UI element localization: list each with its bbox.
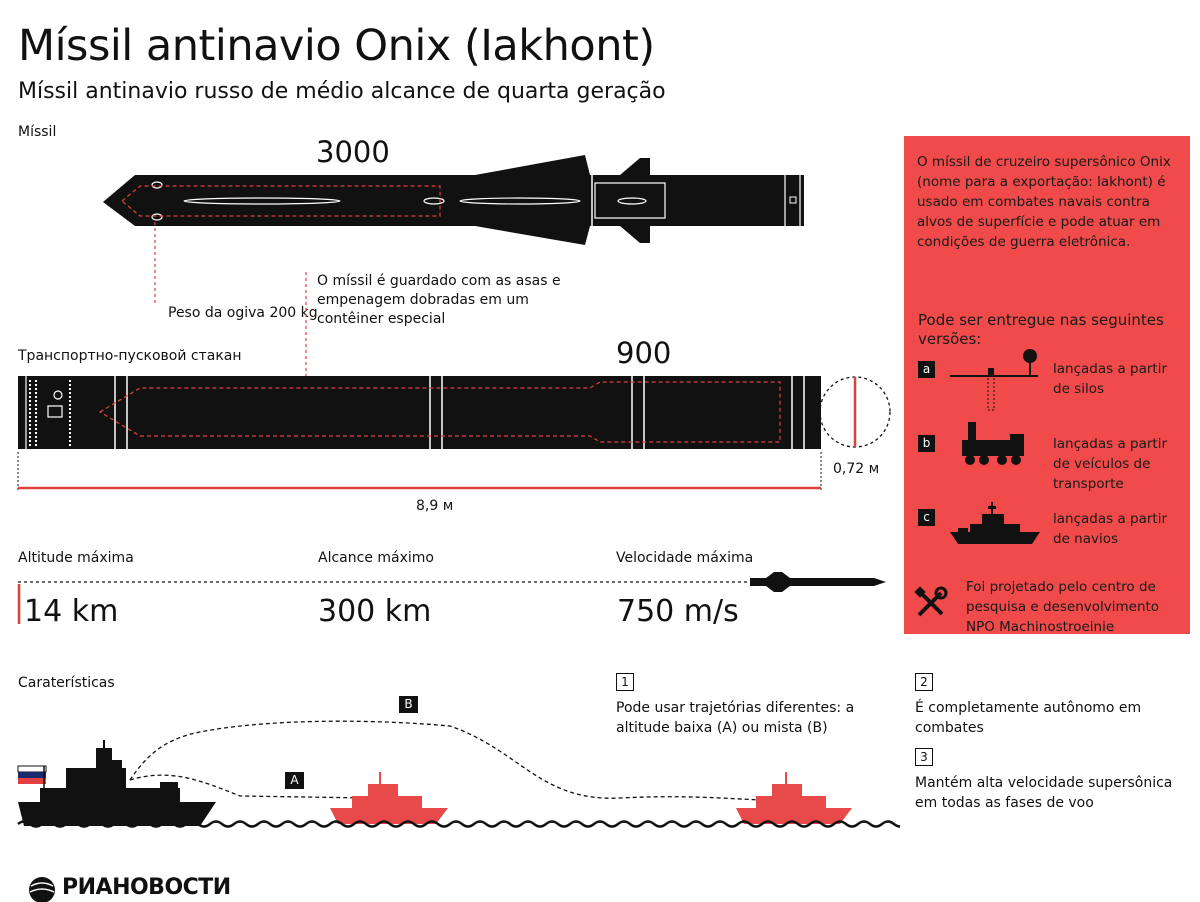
missile-section-label: Míssil: [18, 124, 57, 140]
panel-intro: O míssil de cruzeiro supersônico Onix (nome para a exportação: lakhont) é usado em combates navais contra alvos de superfície e pode atuar em condições de guerra eletrônica.: [917, 154, 1171, 250]
ria-logo-text: РИАНОВОСТИ: [62, 875, 231, 900]
feature-text-3: Mantém alta velocidade supersônica em todas as fases de voo: [915, 775, 1173, 811]
warhead-weight-label: Peso da ogiva 200 kg: [168, 305, 318, 321]
ria-logo-icon: [24, 874, 60, 902]
container-weight-label: 900: [616, 336, 672, 370]
page-subtitle: Míssil antinavio russo de médio alcance de quarta geração: [18, 79, 666, 104]
tools-icon: [914, 586, 948, 620]
feature-text-2: É completamente autônomo em combates: [915, 700, 1142, 736]
stat-value-range: 300 km: [318, 594, 432, 629]
stat-label-range: Alcance máximo: [318, 550, 434, 566]
container-diameter-dim: 0,72 м: [833, 461, 880, 477]
trajectory-label-b: B: [399, 696, 418, 713]
version-badge-b: b: [918, 435, 935, 452]
feature-number-1: 1: [616, 673, 634, 691]
version-badge-a: a: [918, 361, 935, 378]
stat-value-altitude: 14 km: [24, 594, 119, 629]
version-badge-c: c: [918, 509, 935, 526]
developer-note: Foi projetado pelo centro de pesquisa e desenvolvimento NPO Machinostroeinie: [966, 579, 1160, 635]
storage-leader-line: [300, 272, 312, 382]
missile-length-label: 3000: [316, 135, 390, 169]
feature-text-1: Pode usar trajetórias diferentes: a altitude baixa (A) ou mista (B): [616, 700, 855, 736]
stat-label-altitude: Altitude máxima: [18, 550, 134, 566]
stat-label-speed: Velocidade máxima: [616, 550, 754, 566]
page-title: Míssil antinavio Onix (Iakhont): [18, 21, 655, 71]
truck-launcher-icon: [956, 418, 1031, 470]
trajectory-label-a: A: [285, 772, 304, 789]
version-label-c: lançadas a partir de navios: [1053, 511, 1167, 547]
stat-guide-line: [14, 570, 894, 628]
storage-note: O míssil é guardado com as asas e empenagem dobradas em um contêiner especial: [317, 273, 561, 327]
silo-icon: [946, 346, 1046, 416]
container-length-dim: 8,9 м: [416, 498, 454, 514]
version-label-a: lançadas a partir de silos: [1053, 361, 1167, 397]
feature-number-2: 2: [915, 673, 933, 691]
version-label-b: lançadas a partir de veículos de transporte: [1053, 436, 1167, 492]
container-section-label: Транспортно-пусковой стакан: [18, 348, 242, 364]
feature-number-3: 3: [915, 748, 933, 766]
stat-value-speed: 750 m/s: [617, 594, 739, 629]
panel-versions-head: Pode ser entregue nas seguintes versões:: [918, 311, 1164, 348]
features-section-label: Caraterísticas: [18, 675, 115, 691]
ship-icon: [948, 500, 1043, 548]
